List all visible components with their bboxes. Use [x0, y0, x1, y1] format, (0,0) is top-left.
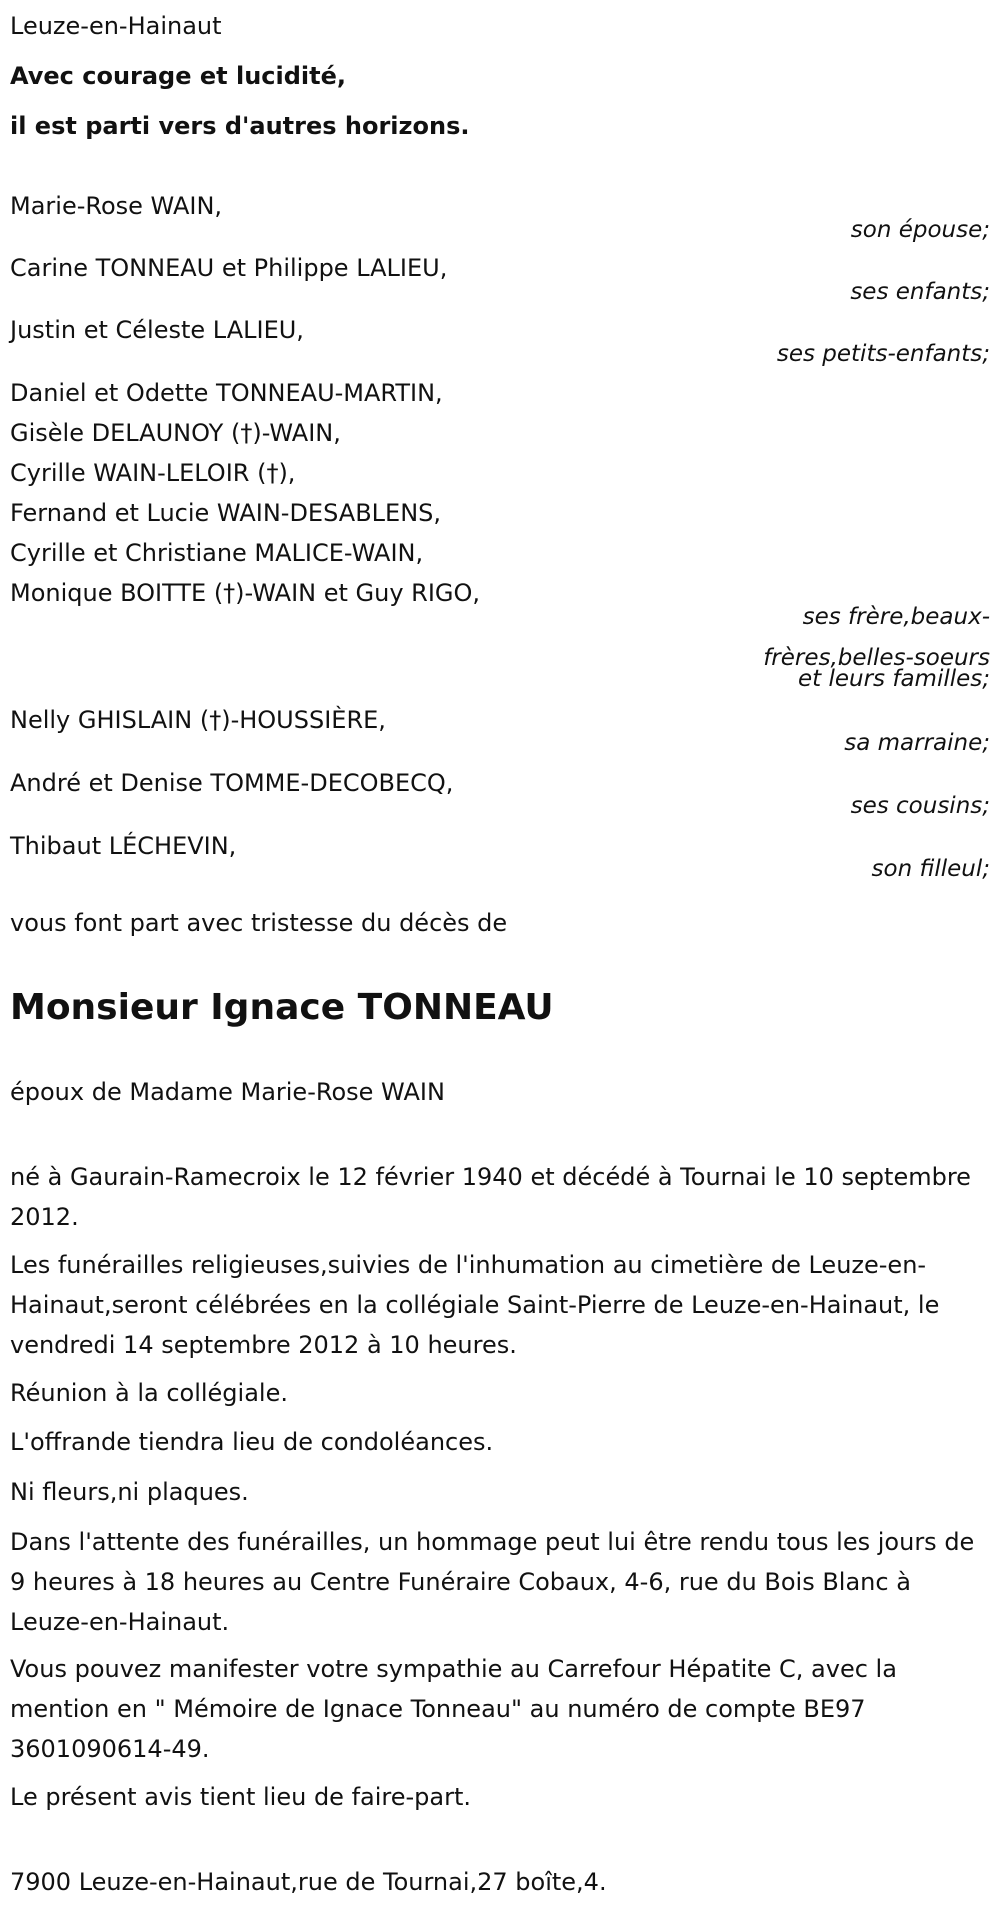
sibling-line: Cyrille et Christiane MALICE-WAIN,	[10, 539, 424, 567]
sibling-line: Daniel et Odette TONNEAU-MARTIN,	[10, 379, 443, 407]
deceased-name: Monsieur Ignace TONNEAU	[10, 987, 554, 1028]
grandchildren-names: Justin et Céleste LALIEU,	[10, 316, 304, 344]
godson-relation: son filleul;	[871, 856, 990, 882]
children-names: Carine TONNEAU et Philippe LALIEU,	[10, 254, 448, 282]
announcement-text: vous font part avec tristesse du décès de	[10, 909, 508, 937]
godmother-name: Nelly GHISLAIN (†)-HOUSSIÈRE,	[10, 706, 386, 734]
epitaph-line-1: Avec courage et lucidité,	[10, 62, 347, 90]
siblings-relation-line-3: et leurs familles;	[798, 666, 990, 692]
deceased-spouse-line: époux de Madame Marie-Rose WAIN	[10, 1078, 445, 1106]
epitaph-line-2: il est parti vers d'autres horizons.	[10, 112, 470, 140]
family-address: 7900 Leuze-en-Hainaut,rue de Tournai,27 boîte,4.	[10, 1868, 607, 1896]
children-relation: ses enfants;	[850, 279, 990, 305]
meeting-paragraph: Réunion à la collégiale.	[10, 1379, 288, 1407]
sibling-line: Cyrille WAIN-LELOIR (†),	[10, 459, 296, 487]
godmother-relation: sa marraine;	[844, 730, 990, 756]
no-flowers-paragraph: Ni fleurs,ni plaques.	[10, 1478, 249, 1506]
siblings-relation-line-2: frères,belles-soeurs	[763, 645, 990, 671]
tribute-paragraph: Dans l'attente des funérailles, un hommage peut lui être rendu tous les jours de 9 heures à 18 heures au Centre Funéraire Cobaux, 4-6, rue du Bois Blanc à Leuze-en-Hainaut.	[10, 1528, 975, 1636]
grandchildren-relation: ses petits-enfants;	[776, 341, 990, 367]
spouse-relation: son épouse;	[850, 217, 990, 243]
birth-death-paragraph: né à Gaurain-Ramecroix le 12 février 1940 et décédé à Tournai le 10 septembre 2012.	[10, 1163, 971, 1231]
sibling-line: Fernand et Lucie WAIN-DESABLENS,	[10, 499, 442, 527]
sympathy-paragraph: Vous pouvez manifester votre sympathie au Carrefour Hépatite C, avec la mention en " Mémoire de Ignace Tonneau" au numéro de compte BE97 3601090614-49.	[10, 1655, 897, 1763]
offering-paragraph: L'offrande tiendra lieu de condoléances.	[10, 1428, 494, 1456]
cousins-names: André et Denise TOMME-DECOBECQ,	[10, 769, 454, 797]
sibling-line: Gisèle DELAUNOY (†)-WAIN,	[10, 419, 341, 447]
notice-paragraph: Le présent avis tient lieu de faire-part.	[10, 1783, 472, 1811]
sibling-line: Monique BOITTE (†)-WAIN et Guy RIGO,	[10, 579, 481, 607]
funeral-paragraph: Les funérailles religieuses,suivies de l'inhumation au cimetière de Leuze-en-Hainaut,seront célébrées en la collégiale Saint-Pierre de Leuze-en-Hainaut, le vendredi 14 septembre 2012 à 10 heures.	[10, 1251, 940, 1359]
cousins-relation: ses cousins;	[850, 793, 990, 819]
siblings-relation-line-1: ses frère,beaux-	[802, 604, 990, 630]
spouse-name: Marie-Rose WAIN,	[10, 192, 223, 220]
location-heading: Leuze-en-Hainaut	[10, 12, 222, 40]
godson-name: Thibaut LÉCHEVIN,	[10, 832, 237, 860]
